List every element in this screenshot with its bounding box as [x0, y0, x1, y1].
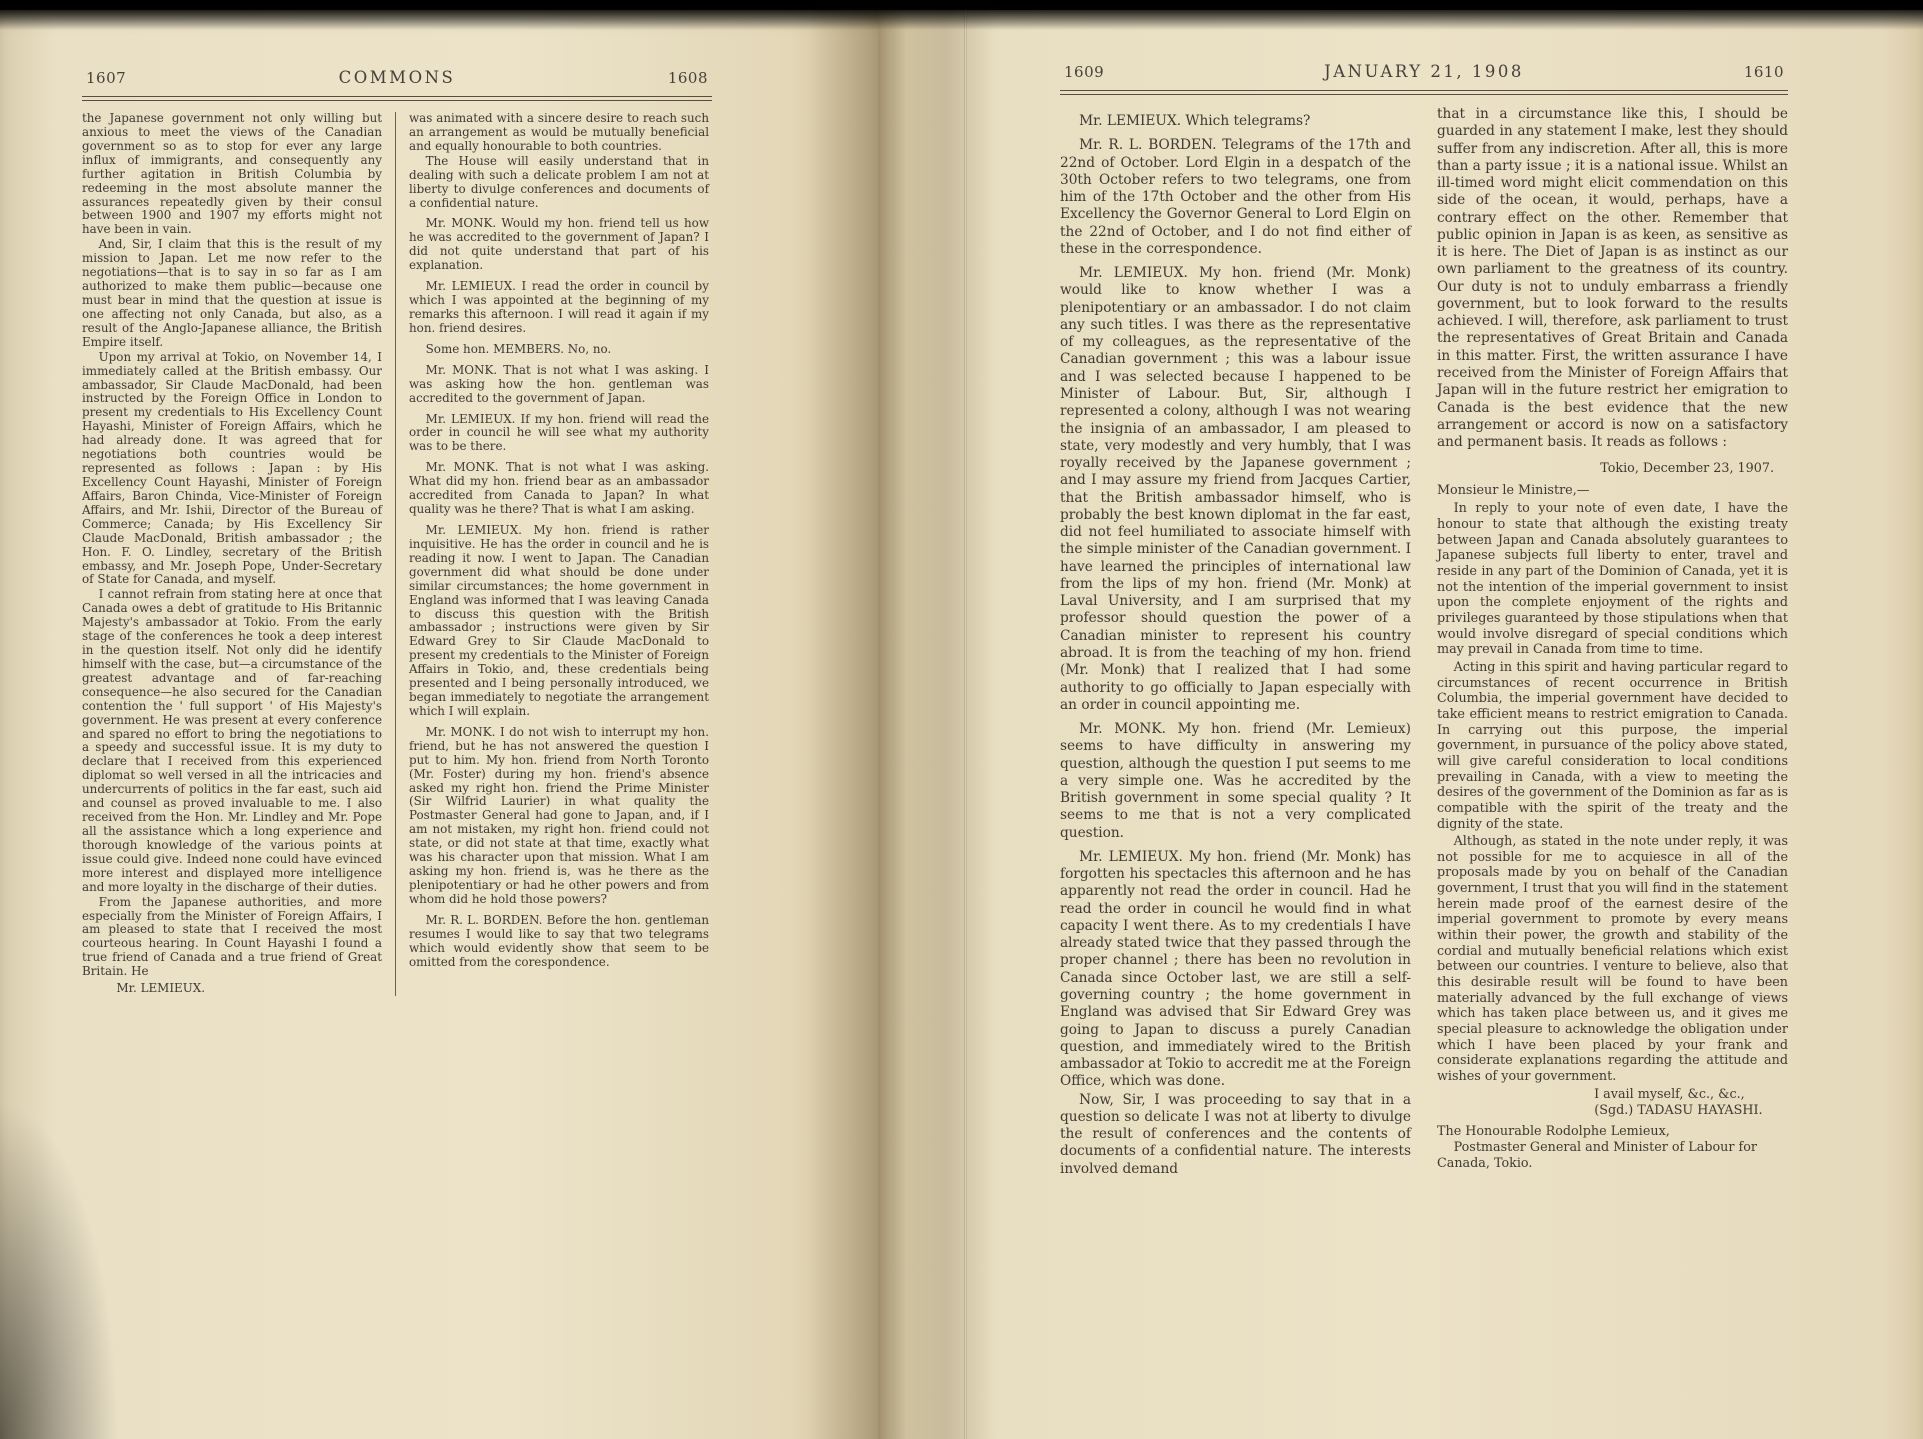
- paragraph: Acting in this spirit and having particular regard to circumstances of recent occurrence in British Columbia, the imperial government have decided to take efficient means to restrict emigration to Canada. In carrying out this purpose, the imperial government, in pursuance of the policy above stated, will give careful consideration to local conditions prevailing in Canada, with a view to meeting the desires of the government of the Dominion as far as is compatible with the spirit of the treaty and the dignity of the state.: [1437, 659, 1788, 832]
- paragraph: Mr. LEMIEUX. I read the order in council by which I was appointed at the beginning of my remarks this afternoon. I will read it again if my hon. friend desires.: [409, 279, 709, 335]
- header-rule: [1060, 90, 1788, 95]
- page-header: [1060, 62, 1788, 90]
- paragraph: Mr. MONK. That is not what I was asking. I was asking how the hon. gentleman was accredited to the government of Japan.: [409, 362, 709, 405]
- paragraph: The House will easily understand that in dealing with such a delicate problem I am not at liberty to divulge conferences and documents of a confidential nature.: [409, 153, 709, 210]
- running-title: JANUARY 21, 1908: [1324, 62, 1524, 81]
- paragraph: Mr. LEMIEUX. My hon. friend (Mr. Monk) has forgotten his spectacles this afternoon and he has apparently not read the order in council. Had he read the order in council he would find in what capacity I went there. As to my credentials I have already stated twice that they passed through the proper channel ; there has been no revolution in Canada since October last, we are still a self-governing country ; the home government in England was advised that Sir Edward Grey was going to Japan to discuss a purely Canadian question, and immediately wired to the British ambassador at Tokio to accredit me at the Foreign Office, which was done.: [1060, 848, 1411, 1090]
- page-right: [878, 10, 1923, 1439]
- column-rule: [395, 112, 396, 996]
- paragraph: Mr. R. L. BORDEN. Telegrams of the 17th and 22nd of October. Lord Elgin in a despatch of the 30th October refers to two telegrams, one from him of the 17th October and the other from His Excellency the Governor General to Lord Elgin on the 22nd of October, and I do not find either of these in the correspondence.: [1060, 137, 1411, 257]
- text-column: [1437, 106, 1788, 1178]
- paragraph: the Japanese government not only willing but anxious to meet the views of the Canadian government so as to stop for ever any large influx of immigrants, and consequently any further agitation in British Columbia by redeeming in the most absolute manner the assurances repeatedly given by their consul between 1900 and 1907 my efforts might not have been in vain.: [82, 111, 382, 237]
- paragraph: Postmaster General and Minister of Labour for Canada, Tokio.: [1437, 1139, 1757, 1171]
- paragraph: (Sgd.) TADASU HAYASHI.: [1594, 1102, 1763, 1118]
- text-column: [82, 112, 382, 996]
- paragraph: I avail myself, &c., &c.,: [1594, 1086, 1745, 1102]
- paragraph: From the Japanese authorities, and more especially from the Minister of Foreign Affairs, I am pleased to state that I received the most courteous hearing. In Count Hayashi I found a true friend of Canada and a true friend of Great Britain. He: [82, 894, 382, 979]
- page-right-content: [1060, 62, 1788, 1178]
- page-header: [82, 68, 712, 96]
- paragraph: Now, Sir, I was proceeding to say that in a question so delicate I was not at liberty to divulge the result of conferences and the contents of documents of a confidential nature. The interests involved demand: [1060, 1091, 1411, 1177]
- paragraph: Mr. LEMIEUX.: [116, 981, 206, 996]
- page-fold-crease: [964, 10, 967, 1439]
- page-left-content: [82, 68, 712, 996]
- header-rule: [82, 96, 712, 101]
- text-columns: [82, 112, 712, 996]
- page-number: 1610: [1743, 63, 1784, 81]
- paragraph: Monsieur le Ministre,—: [1437, 483, 1590, 499]
- paragraph: Mr. LEMIEUX. My hon. friend is rather inquisitive. He has the order in council and he is reading it now. I went to Japan. The Canadian government did what should be done under similar circumstances; the home government in England was informed that I was leaving Canada to discuss this question with the British ambassador ; instructions were given by Sir Edward Grey to Sir Claude MacDonald to present my credentials to the Minister of Foreign Affairs in Tokio, and, these credentials being presented and I being personally introduced, we began immediately to negotiate the arrangement which I will explain.: [409, 522, 709, 718]
- text-column: [1060, 106, 1411, 1178]
- paragraph: The Honourable Rodolphe Lemieux,: [1437, 1123, 1670, 1139]
- paragraph: And, Sir, I claim that this is the result of my mission to Japan. Let me now refer to the negotiations—that is to say in so far as I am authorized to make them public—because one must bear in mind that the question at issue is one affecting not only Canada, but also, as a result of the Anglo-Japanese alliance, the British Empire itself.: [82, 237, 382, 349]
- paragraph: Tokio, December 23, 1907.: [1600, 461, 1774, 477]
- paragraph: Some hon. MEMBERS. No, no.: [425, 341, 612, 356]
- paragraph: Mr. R. L. BORDEN. Before the hon. gentleman resumes I would like to say that two telegrams which would evidently show that seem to be omitted from the corespondence.: [409, 912, 709, 969]
- page-number: 1607: [86, 69, 127, 87]
- paragraph: Upon my arrival at Tokio, on November 14, I immediately called at the British embassy. Our ambassador, Sir Claude MacDonald, had been instructed by the Foreign Office in London to present my credentials to His Excellency Count Hayashi, Minister of Foreign Affairs, which he had already done. It was agreed that for negotiations both countries would be represented as follows : Japan : by His Excellency Count Hayashi, Minister of Foreign Affairs, Baron Chinda, Vice-Minister of Foreign Affairs, and Mr. Ishii, Director of the Bureau of Commerce; Canada; by His Excellency Sir Claude MacDonald, British ambassador ; the Hon. F. O. Lindley, secretary of the British embassy, and Mr. Joseph Pope, Under-Secretary of State for Canada, and myself.: [82, 349, 382, 587]
- page-number: 1608: [667, 69, 708, 87]
- page-left: [0, 10, 878, 1439]
- paragraph: Although, as stated in the note under reply, it was not possible for me to acquiesce in all of the proposals made by you on behalf of the Canadian government, I trust that you will find in the statement herein made proof of the earnest desire of the imperial government to promote by every means within their power, the growth and stability of the cordial and mutually beneficial relations which exist between our countries. I venture to believe, also that this desirable result will be found to have been materially advanced by the full exchange of views which has taken place between us, and it gives me special pleasure to acknowledge the obligation under which I have been placed by your frank and considerate explanations regarding the attitude and wishes of your government.: [1437, 834, 1788, 1084]
- paragraph: I cannot refrain from stating here at once that Canada owes a debt of gratitude to His Britannic Majesty's ambassador at Tokio. From the early stage of the conferences he took a deep interest in the question itself. Not only did he identify himself with the case, but—a circumstance of the greatest advantage and of far-reaching consequence—he also secured for the Canadian contention the ' full support ' of His Majesty's government. He was present at every conference and spared no effort to bring the negotiations to a speedy and successful issue. It is my duty to declare that I received from this experienced diplomat so well versed in all the intricacies and undercurrents of politics in the far east, such aid and counsel as proved invaluable to me. I also received from the Hon. Mr. Lindley and Mr. Pope all the assistance which a long experience and thorough knowledge of the various points at issue could give. Indeed none could have evinced more interest and displayed more intelligence and more loyalty in the discharge of their duties.: [82, 587, 382, 894]
- paragraph: that in a circumstance like this, I should be guarded in any statement I make, lest they should suffer from any indiscretion. After all, this is more than a party issue ; it is a national issue. Whilst an ill-timed word might elicit commendation on this side of the ocean, it would, perhaps, have a contrary effect on the other. Remember that public opinion in Japan is as keen, as sensitive as it is here. The Diet of Japan is as instinct as our own parliament to the greatness of its country. Our duty is not to unduly embarrass a friendly government, but to look forward to the results achieved. I will, therefore, ask parliament to trust the representatives of Great Britain and Canada in this matter. First, the written assurance I have received from the Minister of Foreign Affairs that Japan will in the future restrict her emigration to Canada is the best evidence that the new arrangement or accord is now on a satisfactory and permanent basis. It reads as follows :: [1437, 106, 1788, 451]
- running-title: COMMONS: [338, 68, 456, 87]
- text-column: [409, 112, 709, 996]
- paragraph: Mr. MONK. My hon. friend (Mr. Lemieux) seems to have difficulty in answering my question, although the question I put seems to me a very simple one. Was he accredited by the British government in some special quality ? It seems to me that is not a very complicated question.: [1060, 721, 1411, 841]
- paragraph: Mr. MONK. That is not what I was asking. What did my hon. friend bear as an ambassador accredited from Canada to Japan? In what quality was he there? That is what I am asking.: [409, 460, 709, 517]
- paragraph: Mr. LEMIEUX. If my hon. friend will read the order in council he will see what my authority was to be there.: [409, 411, 709, 454]
- paragraph: Mr. MONK. Would my hon. friend tell us how he was accredited to the government of Japan? I did not quite understand that part of his explanation.: [409, 216, 709, 273]
- paragraph: Mr. MONK. I do not wish to interrupt my hon. friend, but he has not answered the question I put to him. My hon. friend from North Toronto (Mr. Foster) during my hon. friend's absence asked my right hon. friend the Prime Minister (Sir Wilfrid Laurier) in what quality the Postmaster General had gone to Japan, and, if I am not mistaken, my right hon. friend could not state, or did not state at that time, exactly what was his character upon that mission. What I am asking my hon. friend is, was he there as the plenipotentiary or had he other powers and from whom did he hold those powers?: [409, 724, 709, 906]
- page-number: 1609: [1064, 63, 1105, 81]
- paragraph: Mr. LEMIEUX. Which telegrams?: [1079, 113, 1311, 129]
- paragraph: In reply to your note of even date, I have the honour to state that although the existing treaty between Japan and Canada absolutely guarantees to Japanese subjects full liberty to enter, travel and reside in any part of the Dominion of Canada, yet it is not the intention of the imperial government to insist upon the complete enjoyment of the rights and privileges guaranteed by those stipulations when that would involve disregard of special conditions which may prevail in Canada from time to time.: [1437, 501, 1788, 658]
- paragraph: Mr. LEMIEUX. My hon. friend (Mr. Monk) would like to know whether I was a plenipotentiary or an ambassador. I do not claim any such titles. I was there as the representative of my colleagues, as the representative of the Canadian government ; this was a labour issue and I was selected because I happened to be Minister of Labour. But, Sir, although I represented a colony, although I was not wearing the insignia of an ambassador, I am pleased to state, very modestly and very humbly, that I was royally received by the Japanese government ; and I may assure my friend from Jacques Cartier, that the British ambassador himself, who is probably the best known diplomat in the far east, did not feel humiliated to associate himself with the simple minister of the Canadian government. I have learned the principles of international law from the lips of my hon. friend (Mr. Monk) at Laval University, and I am surprised that my professor should question the power of a Canadian minister to represent his country abroad. It is from the teaching of my hon. friend (Mr. Monk) that I realized that I had some authority to go officially to Japan especially with an order in council appointing me.: [1060, 265, 1412, 713]
- paragraph: was animated with a sincere desire to reach such an arrangement as would be mutually beneficial and equally honourable to both countries.: [409, 111, 709, 153]
- text-columns: [1060, 106, 1788, 1178]
